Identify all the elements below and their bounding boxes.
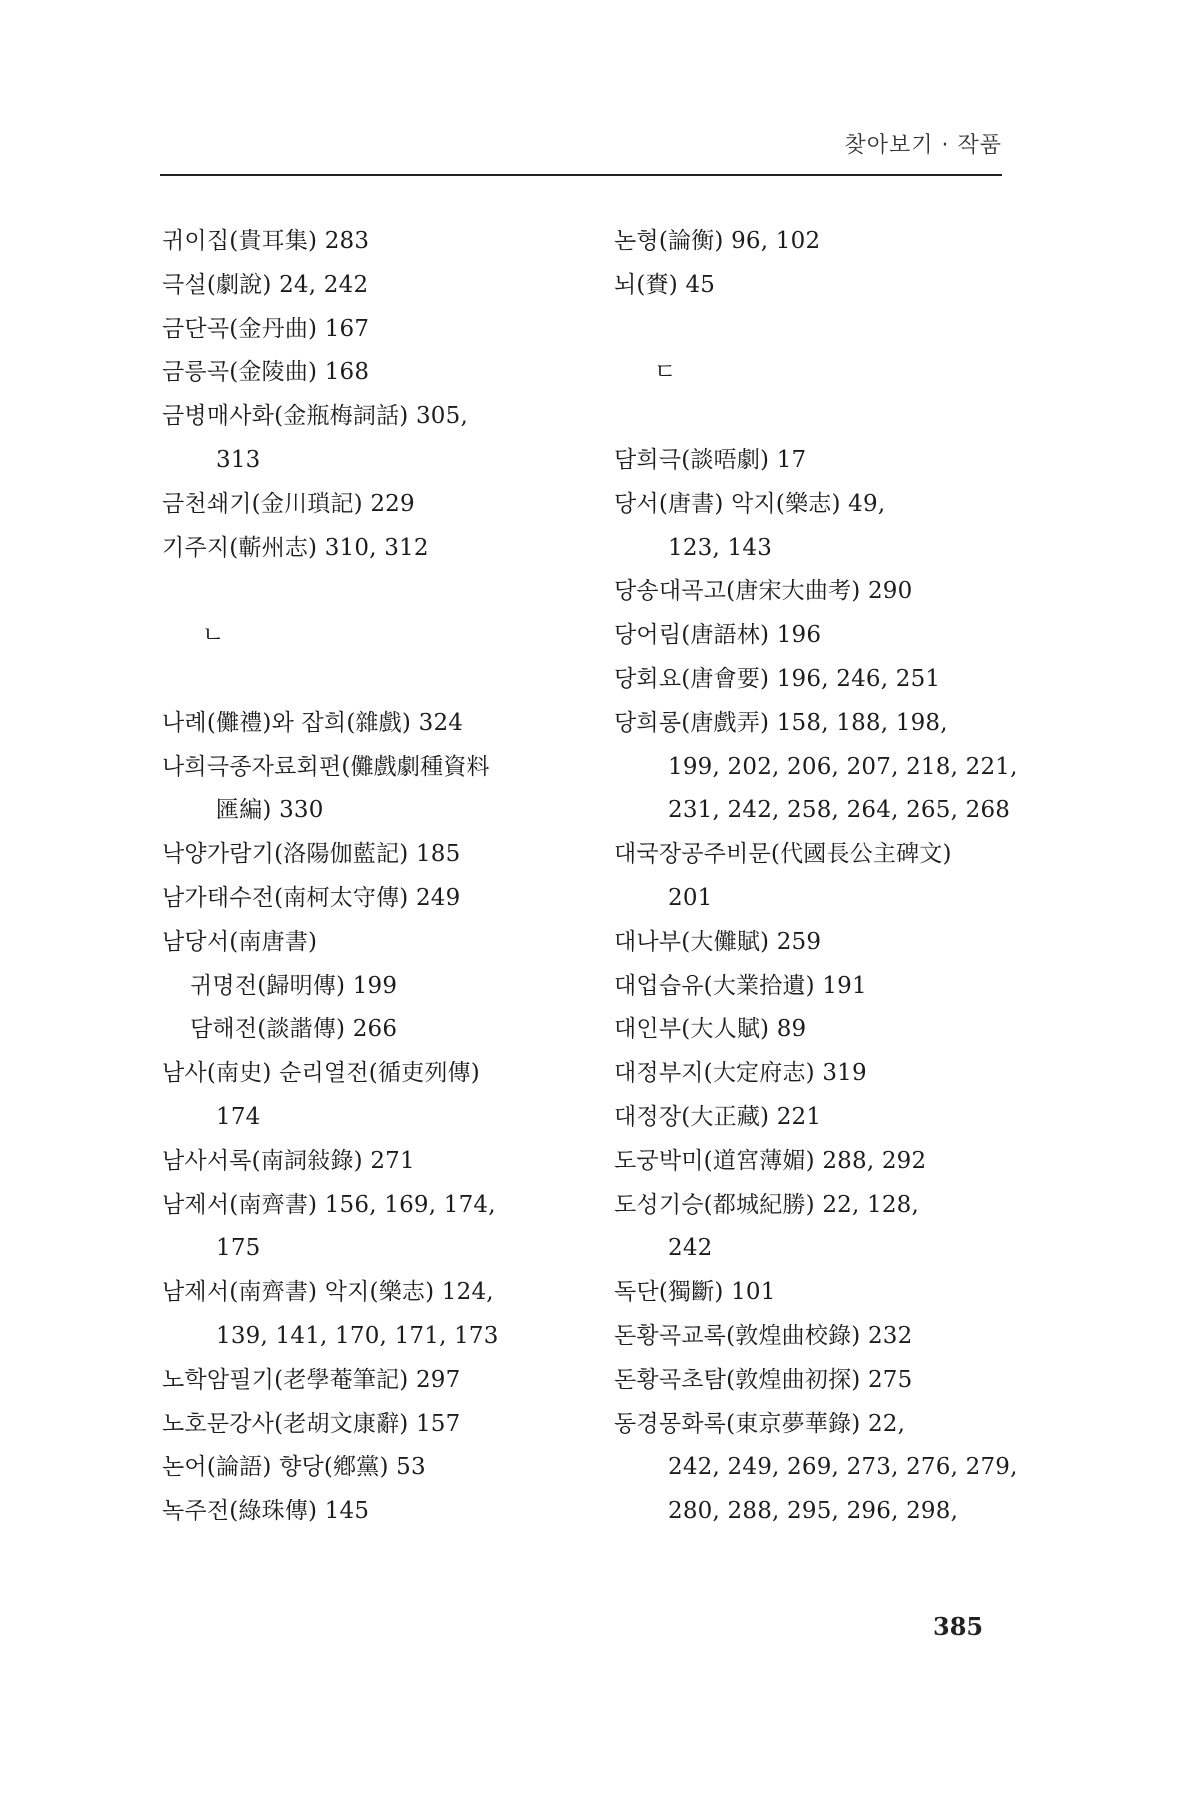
index-entry: 담희극(談唔劇) 17 (614, 446, 807, 473)
index-entry: 남사(南史) 순리열전(循吏列傳) (162, 1060, 480, 1087)
section-letter-heading: ㄴ (202, 622, 225, 649)
section-letter-heading: ㄷ (654, 359, 677, 386)
index-entry-continuation: 231, 242, 258, 264, 265, 268 (668, 797, 1011, 824)
index-entry: 뇌(賚) 45 (614, 271, 716, 298)
index-entry-continuation: 175 (216, 1235, 261, 1262)
index-entry: 대정부지(大定府志) 319 (614, 1060, 867, 1087)
header-rule (160, 174, 1002, 176)
index-entry: 논형(論衡) 96, 102 (614, 228, 821, 254)
index-entry: 금단곡(金丹曲) 167 (162, 315, 370, 342)
index-entry: 대국장공주비문(代國長公主碑文) (614, 841, 952, 868)
index-entry-continuation: 199, 202, 206, 207, 218, 221, (668, 753, 1018, 780)
page-number: 385 (933, 1612, 984, 1641)
index-entry-continuation: 242, 249, 269, 273, 276, 279, (668, 1454, 1018, 1481)
index-entry-continuation: 匯編) 330 (216, 797, 324, 824)
index-entry: 돈황곡교록(敦煌曲校錄) 232 (614, 1322, 913, 1349)
index-entry: 귀이집(貴耳集) 283 (162, 228, 370, 254)
index-entry: 돈황곡초탐(敦煌曲初探) 275 (614, 1366, 913, 1393)
index-column-right (614, 220, 1018, 1534)
index-entry: 노학암필기(老學菴筆記) 297 (162, 1366, 461, 1393)
index-entry: 당희롱(唐戲弄) 158, 188, 198, (614, 709, 948, 736)
index-entry: 논어(論語) 향당(鄕黨) 53 (162, 1454, 426, 1481)
index-entry-continuation: 201 (668, 884, 713, 911)
index-entry-continuation: 242 (668, 1235, 713, 1262)
index-entry: 대정장(大正藏) 221 (614, 1103, 822, 1130)
index-entry: 당회요(唐會要) 196, 246, 251 (614, 665, 941, 692)
index-entry-continuation: 280, 288, 295, 296, 298, (668, 1498, 959, 1525)
index-entry: 남당서(南唐書) (162, 928, 318, 955)
index-entry: 금천쇄기(金川瑣記) 229 (162, 490, 415, 517)
blank-line (614, 308, 1014, 352)
index-entry: 도성기승(都城紀勝) 22, 128, (614, 1191, 920, 1218)
index-entry: 남사서록(南詞敍錄) 271 (162, 1147, 415, 1174)
index-entry: 금병매사화(金瓶梅詞話) 305, (162, 403, 468, 430)
index-entry: 남제서(南齊書) 악지(樂志) 124, (162, 1279, 494, 1306)
index-entry: 당서(唐書) 악지(樂志) 49, (614, 490, 886, 517)
index-entry: 남가태수전(南柯太守傳) 249 (162, 884, 461, 911)
index-entry: 녹주전(綠珠傳) 145 (162, 1498, 370, 1525)
index-entry: 극설(劇說) 24, 242 (162, 271, 369, 298)
index-entry: 남제서(南齊書) 156, 169, 174, (162, 1191, 496, 1218)
index-entry-continuation: 174 (216, 1103, 261, 1130)
blank-line (614, 395, 1014, 439)
index-entry-continuation: 313 (216, 446, 261, 473)
index-subentry: 귀명전(歸明傳) 199 (190, 972, 398, 999)
index-entry: 나희극종자료회편(儺戲劇種資料 (162, 753, 490, 780)
index-entry: 당어림(唐語林) 196 (614, 622, 822, 649)
running-head: 찾아보기 · 작품 (844, 133, 1002, 158)
index-entry: 나례(儺禮)와 잡희(雜戲) 324 (162, 709, 464, 736)
index-entry: 낙양가람기(洛陽伽藍記) 185 (162, 841, 461, 868)
index-entry: 도궁박미(道宮薄媚) 288, 292 (614, 1147, 927, 1174)
index-entry: 대나부(大儺賦) 259 (614, 928, 822, 955)
index-entry: 노호문강사(老胡文康辭) 157 (162, 1410, 461, 1437)
blank-line (162, 658, 582, 702)
index-entry: 기주지(蘄州志) 310, 312 (162, 534, 429, 561)
index-entry: 당송대곡고(唐宋大曲考) 290 (614, 578, 913, 605)
index-subentry: 담해전(談諧傳) 266 (190, 1016, 398, 1043)
index-entry: 대업습유(大業拾遺) 191 (614, 972, 867, 999)
index-entry: 동경몽화록(東京夢華錄) 22, (614, 1410, 906, 1437)
index-entry-continuation: 123, 143 (668, 534, 773, 561)
index-entry-continuation: 139, 141, 170, 171, 173 (216, 1322, 499, 1349)
index-entry: 대인부(大人賦) 89 (614, 1016, 807, 1043)
index-entry: 금릉곡(金陵曲) 168 (162, 359, 370, 386)
index-entry: 독단(獨斷) 101 (614, 1279, 776, 1306)
index-column-left (162, 220, 582, 1534)
blank-line (162, 570, 582, 614)
